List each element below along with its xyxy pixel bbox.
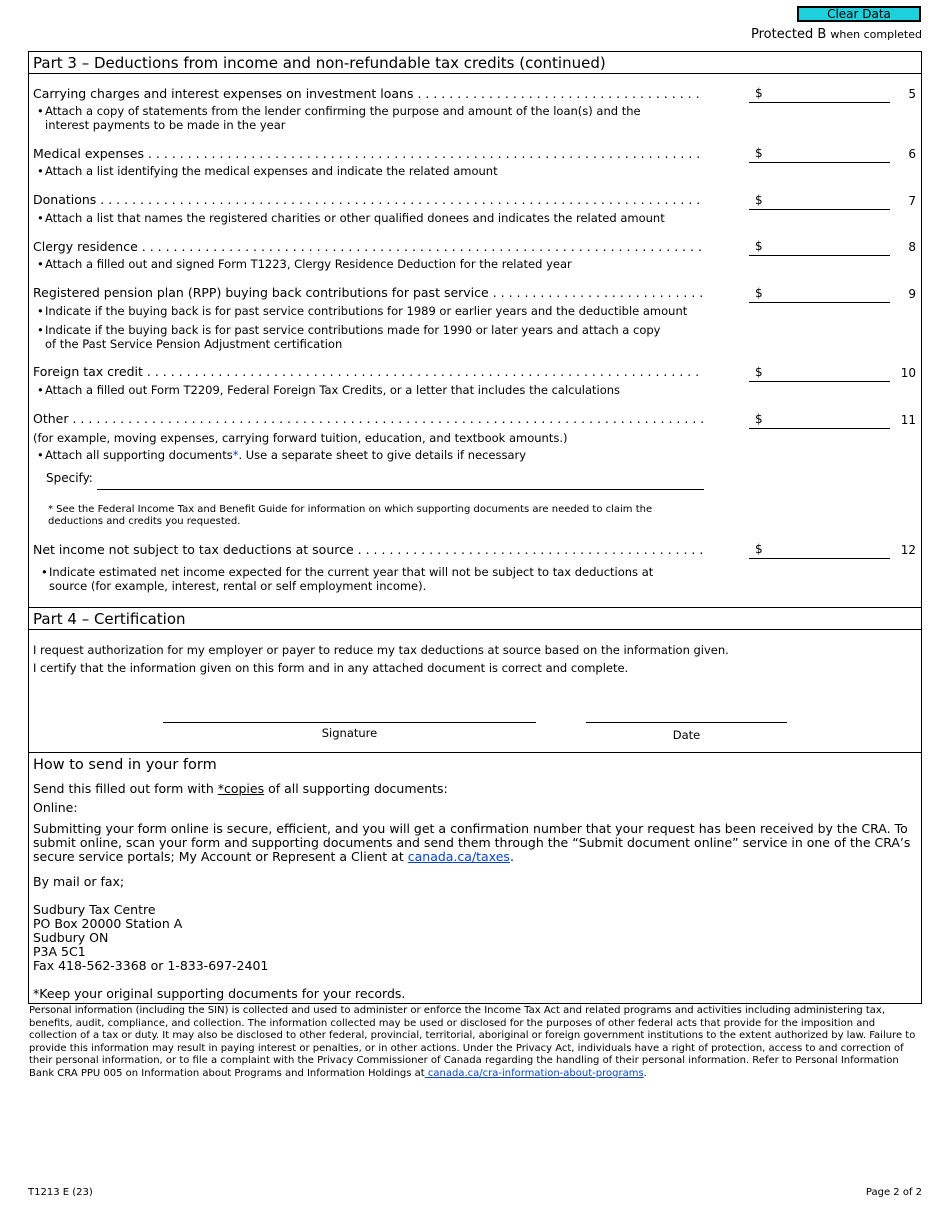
line-7-label: Donations . . . <box>33 192 703 207</box>
line-10-label: Foreign tax credit . . . <box>33 364 703 379</box>
date-label: Date <box>672 728 701 742</box>
line-12-bullet: • Indicate estimated net income expected for the current year that will not be subject to tax deductions at source (for example, interest, rental or self employment income). <box>41 565 654 593</box>
send-title: How to send in your form <box>33 757 217 773</box>
line-6-amount-field[interactable]: $ <box>749 146 890 163</box>
part4-authorization: I request authorization for my employer or payer to reduce my tax deductions at source based on the information given. <box>33 643 729 657</box>
line-10-bullet: •Attach a filled out Form T2209, Federal Foreign Tax Credits, or a letter that includes the calculations <box>37 383 621 397</box>
line-8-bullet: •Attach a filled out and signed Form T1223, Clergy Residence Deduction for the related year <box>37 257 572 271</box>
line-9-bullet-2: • Indicate if the buying back is for past service contributions made for 1990 or later years and attach a copy of the Past Service Pension Adjustment certification <box>37 323 661 351</box>
line-11-label: Other . . . <box>33 411 703 426</box>
line-9-label: Registered pension plan (RPP) buying back contributions for past service . . . <box>33 285 703 300</box>
line-12-number: 12 <box>900 543 916 557</box>
line-5-amount-field[interactable]: $ <box>749 86 890 103</box>
part3-title: Part 3 – Deductions from income and non-refundable tax credits (continued) <box>29 52 921 74</box>
specify-label: Specify: <box>46 471 93 485</box>
line-11-amount-field[interactable]: $ <box>749 412 890 429</box>
line-9-number: 9 <box>908 287 916 301</box>
line-6-label: Medical expenses . . . <box>33 146 703 161</box>
signature-label: Signature <box>321 726 378 740</box>
line-8-amount-field[interactable]: $ <box>749 239 890 256</box>
protected-b-label: Protected B when completed <box>751 27 922 42</box>
mailing-address: Sudbury Tax Centre PO Box 20000 Station A Sudbury ON P3A 5C1 Fax 418-562-3368 or 1-833-697-2401 <box>33 902 269 973</box>
line-7-amount-field[interactable]: $ <box>749 193 890 210</box>
send-intro: Send this filled out form with *copies of all supporting documents: <box>33 781 448 796</box>
line-8-number: 8 <box>908 240 916 254</box>
line-5-bullet: • Attach a copy of statements from the lender confirming the purpose and amount of the loan(s) and the interest payments to be made in the year <box>37 104 641 132</box>
signature-field[interactable] <box>163 722 536 723</box>
line-9-bullet-1: •Indicate if the buying back is for past service contributions for 1989 or earlier years and the deductible amount <box>37 304 688 318</box>
line-7-number: 7 <box>908 194 916 208</box>
privacy-link[interactable]: canada.ca/cra-information-about-programs <box>424 1067 644 1079</box>
line-12-label: Net income not subject to tax deductions at source . . . <box>33 542 703 557</box>
copies-link[interactable]: *copies <box>217 781 265 796</box>
online-heading: Online: <box>33 800 78 815</box>
line-12-amount-field[interactable]: $ <box>749 542 890 559</box>
line-11-number: 11 <box>900 413 916 427</box>
page-number: Page 2 of 2 <box>865 1187 922 1198</box>
online-text: Submitting your form online is secure, efficient, and you will get a confirmation number that your request has been received by the CRA. To submit online, scan your form and supporting documents and send them through the “Submit document online” service in one of the CRA’s secure service portals; My Account or Represent a Client at canada.ca/taxes. <box>33 821 911 864</box>
line-8-label: Clergy residence . . . <box>33 239 703 254</box>
part4-title: Part 4 – Certification <box>29 608 921 630</box>
line-5-number: 5 <box>908 87 916 101</box>
line-9-amount-field[interactable]: $ <box>749 286 890 303</box>
line-10-number: 10 <box>900 366 916 380</box>
part4-certify: I certify that the information given on this form and in any attached document is correct and complete. <box>33 661 629 675</box>
line-6-number: 6 <box>908 147 916 161</box>
keep-note: *Keep your original supporting documents for your records. <box>33 986 406 1001</box>
line-6-bullet: •Attach a list identifying the medical expenses and indicate the related amount <box>37 164 498 178</box>
line-11-footnote: * See the Federal Income Tax and Benefit Guide for information on which supporting documents are needed to claim the deductions and credits you requested. <box>48 504 653 527</box>
line-7-bullet: •Attach a list that names the registered charities or other qualified donees and indicates the related amount <box>37 211 665 225</box>
privacy-notice: Personal information (including the SIN) is collected and used to administer or enforce the Income Tax Act and related programs and activities including administering tax, benefits, audit, compliance, and collection. The information collected may be used or disclosed for the purposes of other federal acts that provide for the imposition and collection of a tax or duty. It may also be disclosed to other federal, provincial, territorial, aboriginal or foreign government institutions to the extent authorized by law. Failure to provide this information may result in paying interest or penalties, or in other actions. Under the Privacy Act, individuals have a right of protection, access to and correction of their personal information, or to file a complaint with the Privacy Commissioner of Canada regarding the handling of their personal information. Refer to Personal Information Bank CRA PPU 005 on Information about Programs and Information Holdings at canada.ca/cra-information-about-programs. <box>29 1005 916 1079</box>
canada-taxes-link[interactable]: canada.ca/taxes <box>407 849 510 864</box>
form-id: T1213 E (23) <box>28 1187 93 1198</box>
date-field[interactable] <box>586 722 787 723</box>
mail-heading: By mail or fax; <box>33 874 125 889</box>
line-11-bullet: •Attach all supporting documents*. Use a separate sheet to give details if necessary <box>37 448 527 462</box>
line-10-amount-field[interactable]: $ <box>749 365 890 382</box>
line-11-note: (for example, moving expenses, carrying forward tuition, education, and textbook amounts.) <box>33 431 568 445</box>
line-5-label: Carrying charges and interest expenses on investment loans . . . <box>33 86 703 101</box>
clear-data-button[interactable]: Clear Data <box>797 6 921 22</box>
specify-input[interactable] <box>97 474 704 490</box>
